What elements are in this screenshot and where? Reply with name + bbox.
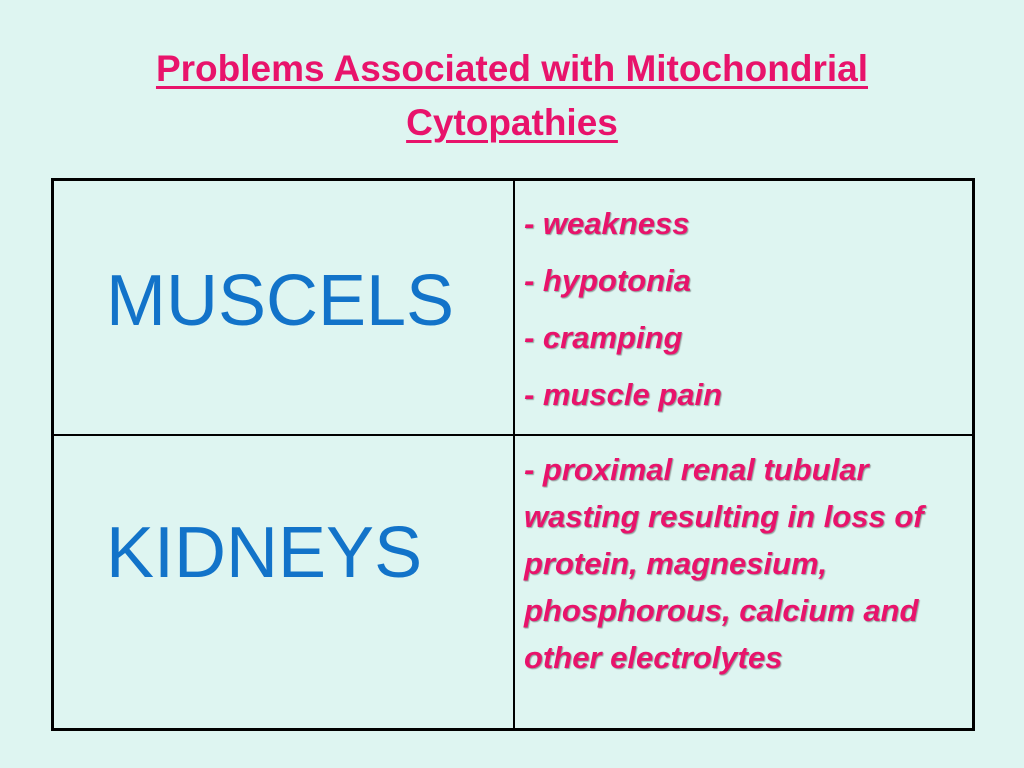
organ-kidneys-label: KIDNEYS: [106, 513, 423, 593]
row-divider: [54, 434, 972, 436]
muscles-symptom-list: [524, 195, 722, 423]
problems-table: [51, 178, 975, 731]
slide-title: Problems Associated with Mitochondrial Cytopathies: [155, 48, 868, 143]
symptom-item: - muscle pain: [524, 377, 723, 412]
organ-muscles-label: MUSCELS: [106, 261, 455, 341]
symptom-item: - weakness: [524, 206, 690, 241]
symptom-item: - cramping: [524, 320, 683, 355]
kidneys-symptom-text: - proximal renal tubular wasting resulting in loss of protein, magnesium, phosphorous, calcium and other electrolytes: [524, 452, 924, 675]
symptom-item: - hypotonia: [524, 263, 692, 298]
column-divider: [513, 181, 515, 728]
